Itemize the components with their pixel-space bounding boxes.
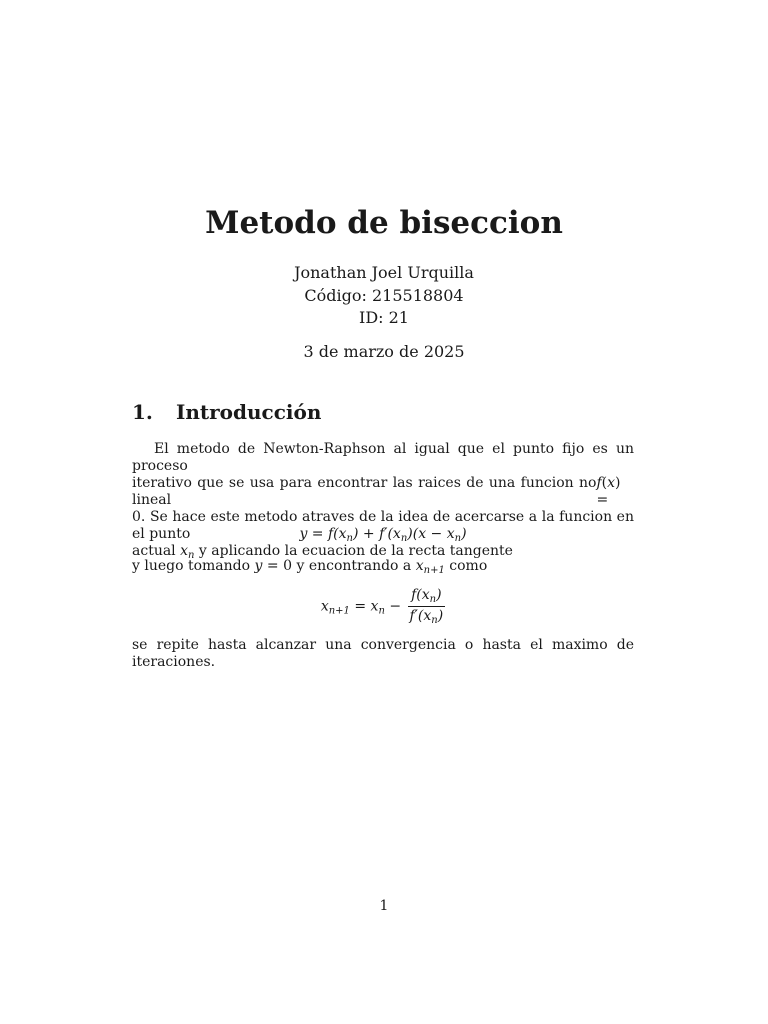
newton-raphson-formula: $x_{n+1} = x_n$ − $\frac{f(x_n)}{f'(x_n)}$ bbox=[320, 587, 444, 626]
section-title: Introducción bbox=[176, 400, 322, 424]
fraction: $\frac{f(x_n)}{f'(x_n)}$ bbox=[409, 587, 444, 626]
page-number: 1 bbox=[379, 898, 389, 914]
paragraph-line: iterativo que se usa para encontrar las raices de una funcion no lineal f(x) = bbox=[132, 475, 621, 508]
closing-paragraph: se repite hasta alcanzar una convergencia o hasta el maximo de iteraciones. bbox=[132, 637, 634, 670]
paragraph-condition: y luego tomando y = 0 y encontrando a $x_{n+1}$ como bbox=[132, 558, 488, 576]
student-code: Código: 215518804 bbox=[304, 286, 464, 305]
document-date: 3 de marzo de 2025 bbox=[303, 342, 465, 361]
student-id: ID: 21 bbox=[359, 308, 409, 327]
tangent-line-equation: $y = f(x_n) + f'(x_n)(x - x_n)$ bbox=[299, 526, 467, 544]
document-title: Metodo de biseccion bbox=[205, 205, 563, 241]
section-number: 1. bbox=[132, 400, 153, 424]
section-heading bbox=[132, 400, 321, 424]
paragraph-line: actual $x_n$ y aplicando la ecuacion de la recta tangente bbox=[132, 543, 513, 561]
intro-paragraph bbox=[132, 441, 634, 564]
paragraph-line: El metodo de Newton-Raphson al igual que el punto fijo es un proceso bbox=[132, 441, 634, 474]
author-name: Jonathan Joel Urquilla bbox=[294, 263, 474, 282]
paragraph-line: 0. Se hace este metodo atraves de la idea de acercarse a la funcion en el punto bbox=[132, 509, 634, 542]
